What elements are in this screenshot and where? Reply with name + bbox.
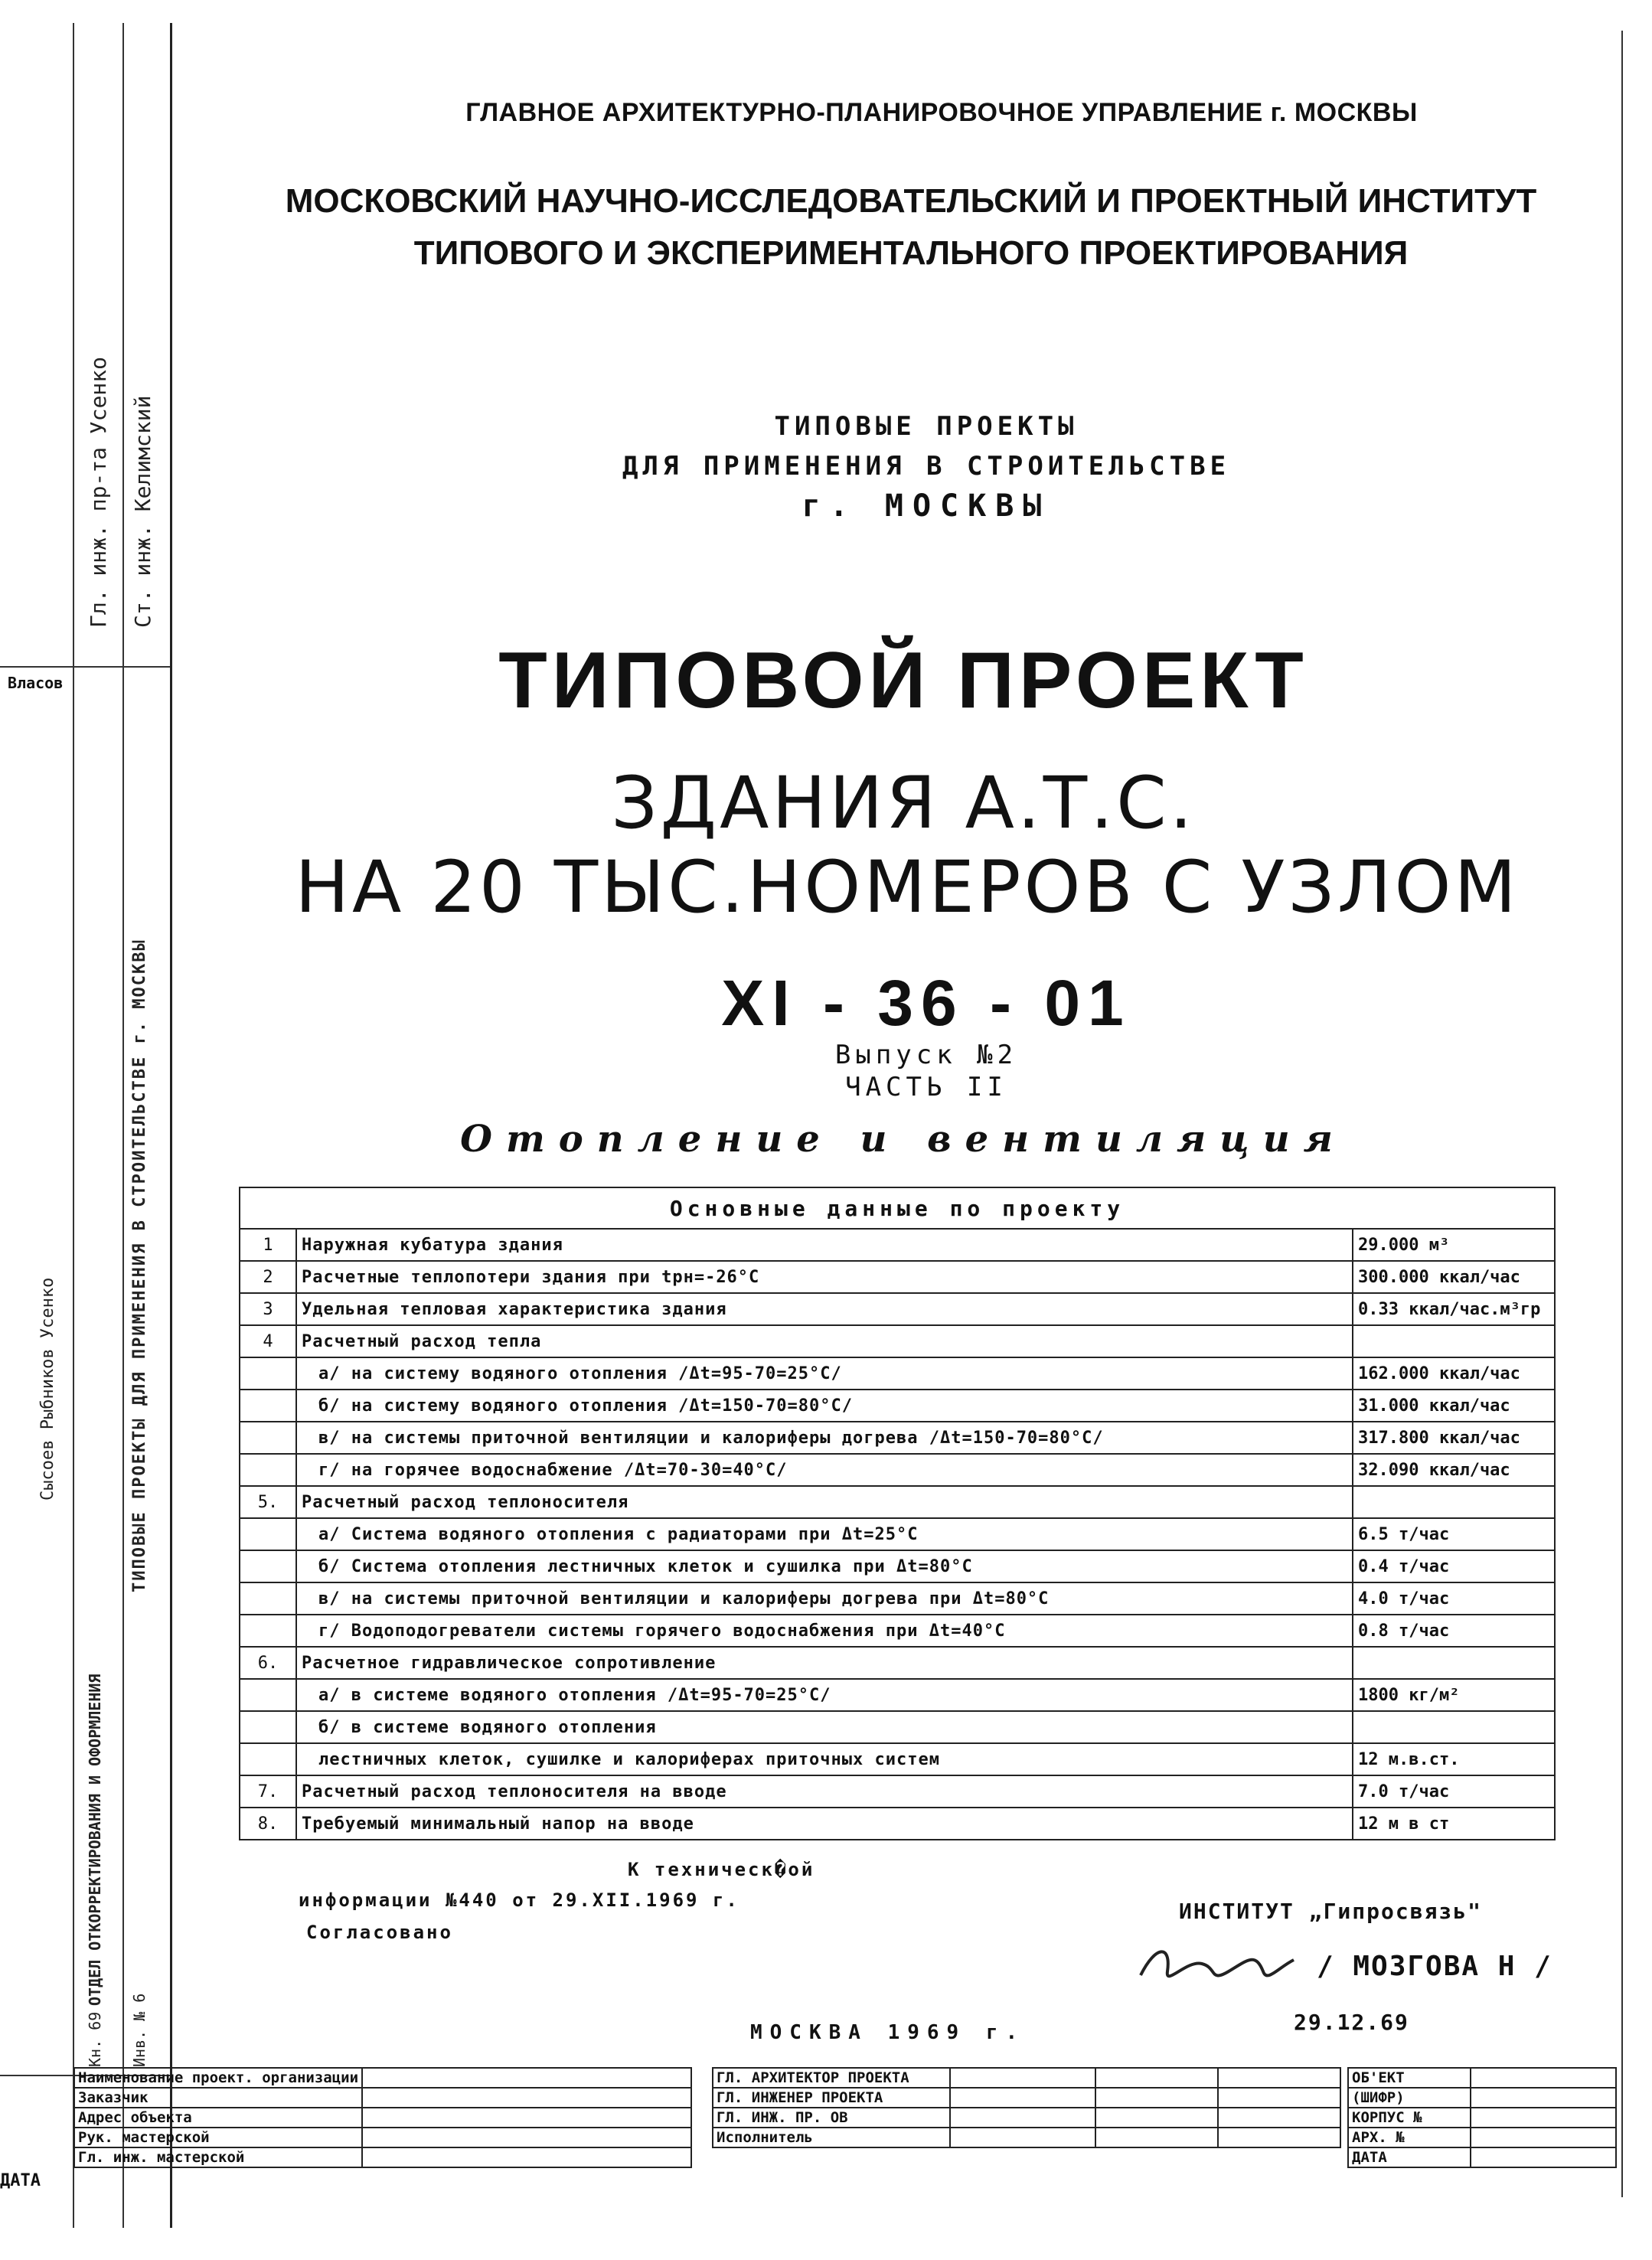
title-block-label: Исполнитель (713, 2128, 950, 2147)
title-block-cell (950, 2108, 1095, 2128)
title-block-right-body (1348, 2068, 1616, 2167)
title-block-label: ДАТА (1348, 2147, 1471, 2167)
signer-name: / МОЗГОВА Н / (1317, 1951, 1552, 1982)
row-label: а/ Система водяного отопления с радиаторами при Δt=25°С (296, 1518, 1353, 1550)
table-row (240, 1293, 1555, 1325)
building-line2: НА 20 ТЫС.НОМЕРОВ С УЗЛОМ (295, 846, 1520, 929)
title-block-row (713, 2108, 1340, 2128)
strip-divider (0, 666, 170, 668)
title-block-mid-body (713, 2068, 1340, 2147)
title-block-label: Гл. инж. мастерской (74, 2147, 362, 2167)
strip-signature-chief: Гл. инж. пр-та Усенко (86, 356, 111, 628)
institute-name: ИНСТИТУТ „Гипросвязь" (1179, 1899, 1483, 1924)
row-value: 29.000 м³ (1353, 1229, 1555, 1261)
institute-heading-line1: МОСКОВСКИЙ НАУЧНО-ИССЛЕДОВАТЕЛЬСКИЙ И ПРОЕКТНЫЙ ИНСТИТУТ (285, 182, 1537, 220)
title-block-label: ГЛ. АРХИТЕКТОР ПРОЕКТА (713, 2068, 950, 2088)
agency-heading: ГЛАВНОЕ АРХИТЕКТУРНО-ПЛАНИРОВОЧНОЕ УПРАВЛЕНИЕ г. МОСКВЫ (465, 98, 1418, 127)
title-block-row (74, 2147, 691, 2167)
table-row (240, 1422, 1555, 1454)
table-row (240, 1582, 1555, 1615)
title-block-row (1348, 2147, 1616, 2167)
row-label: в/ на системы приточной вентиляции и калориферы догрева /Δt=150-70=80°С/ (296, 1422, 1353, 1454)
row-value: 12 м.в.ст. (1353, 1743, 1555, 1775)
row-value: 31.000 ккал/час (1353, 1390, 1555, 1422)
title-block-cell (950, 2068, 1095, 2088)
title-block-cell (362, 2088, 691, 2108)
row-value: 32.090 ккал/час (1353, 1454, 1555, 1486)
signature-date: 29.12.69 (1294, 2010, 1409, 2035)
title-block-cell (1471, 2088, 1616, 2108)
table-header-row (240, 1187, 1555, 1229)
row-number (240, 1711, 296, 1743)
note-line1: К техническ�ой (628, 1859, 815, 1880)
title-block-label: АРХ. № (1348, 2128, 1471, 2147)
row-value: 162.000 ккал/час (1353, 1357, 1555, 1390)
row-number (240, 1582, 296, 1615)
title-block-cell (1095, 2128, 1218, 2147)
title-block-label: (ШИФР) (1348, 2088, 1471, 2108)
row-number (240, 1518, 296, 1550)
title-block-row (1348, 2088, 1616, 2108)
row-label: Удельная тепловая характеристика здания (296, 1293, 1353, 1325)
title-block-cell (1471, 2108, 1616, 2128)
title-block-right (1347, 2067, 1617, 2168)
title-block-cell (1218, 2128, 1340, 2147)
title-block-cell (1218, 2108, 1340, 2128)
title-block-row (713, 2088, 1340, 2108)
title-block-cell (950, 2128, 1095, 2147)
title-block-label: ОБ'ЕКТ (1348, 2068, 1471, 2088)
title-block-label: Рук. мастерской (74, 2128, 362, 2147)
institute-heading-line2: ТИПОВОГО И ЭКСПЕРИМЕНТАЛЬНОГО ПРОЕКТИРОВАНИЯ (413, 234, 1409, 272)
row-label: Наружная кубатура здания (296, 1229, 1353, 1261)
row-number (240, 1390, 296, 1422)
row-label: б/ в системе водяного отопления (296, 1711, 1353, 1743)
table-row (240, 1518, 1555, 1550)
title-block-cell (1095, 2088, 1218, 2108)
building-line1: ЗДАНИЯ А.Т.С. (611, 762, 1196, 845)
row-number (240, 1743, 296, 1775)
row-number: 1 (240, 1229, 296, 1261)
row-label: г/ на горячее водоснабжение /Δt=70-30=40°С/ (296, 1454, 1353, 1486)
title-block-left (73, 2067, 692, 2168)
title-block-label: Адрес объекта (74, 2108, 362, 2128)
title-block-label: Заказчик (74, 2088, 362, 2108)
row-number (240, 1454, 296, 1486)
table-row (240, 1325, 1555, 1357)
row-value: 6.5 т/час (1353, 1518, 1555, 1550)
title-block-label: ГЛ. ИНЖЕНЕР ПРОЕКТА (713, 2088, 950, 2108)
project-data-table-body (240, 1187, 1555, 1840)
row-number: 2 (240, 1261, 296, 1293)
title-block-cell (362, 2108, 691, 2128)
city-year: МОСКВА 1969 г. (750, 2021, 1026, 2044)
note-line2: информации №440 от 29.XII.1969 г. (299, 1889, 739, 1911)
table-row (240, 1711, 1555, 1743)
title-block-row (713, 2068, 1340, 2088)
row-value (1353, 1711, 1555, 1743)
title-block-cell (1471, 2068, 1616, 2088)
row-value: 300.000 ккал/час (1353, 1261, 1555, 1293)
row-number (240, 1422, 296, 1454)
table-row (240, 1229, 1555, 1261)
table-row (240, 1647, 1555, 1679)
row-number: 8. (240, 1808, 296, 1840)
title-block-cell (950, 2088, 1095, 2108)
table-row (240, 1679, 1555, 1711)
title-block-row (1348, 2108, 1616, 2128)
frame-right-border (1621, 31, 1623, 2197)
part-number: ЧАСТЬ II (845, 1072, 1007, 1102)
strip-line (122, 23, 124, 2228)
title-block-row (1348, 2068, 1616, 2088)
row-value: 0.8 т/час (1353, 1615, 1555, 1647)
title-block-cell (362, 2128, 691, 2147)
row-number: 5. (240, 1486, 296, 1518)
title-block-cell (1471, 2147, 1616, 2167)
title-block-row (1348, 2128, 1616, 2147)
row-value: 317.800 ккал/час (1353, 1422, 1555, 1454)
strip-department: ОТДЕЛ ОТКОРРЕКТИРОВАНИЯ И ОФОРМЛЕНИЯ (86, 1674, 104, 2006)
series-line3 (429, 487, 1424, 527)
row-value (1353, 1325, 1555, 1357)
title-block-label: ГЛ. ИНЖ. ПР. ОВ (713, 2108, 950, 2128)
row-label: б/ Система отопления лестничных клеток и сушилка при Δt=80°С (296, 1550, 1353, 1582)
issue-number: Выпуск №2 (834, 1040, 1018, 1070)
title-block-row (74, 2128, 691, 2147)
strip-names: Сысоев Рыбников Усенко (38, 1277, 57, 1501)
row-value: 0.33 ккал/час.м³гр (1353, 1293, 1555, 1325)
series-line2: ДЛЯ ПРИМЕНЕНИЯ В СТРОИТЕЛЬСТВЕ (622, 451, 1231, 482)
title-block-cell (1095, 2068, 1218, 2088)
row-label: лестничных клеток, сушилке и калориферах приточных систем (296, 1743, 1353, 1775)
row-value: 12 м в ст (1353, 1808, 1555, 1840)
project-code: XI - 36 - 01 (721, 967, 1131, 1039)
title-block-mid (712, 2067, 1341, 2148)
title-block-label: Наименование проект. организации (74, 2068, 362, 2088)
title-block-left-body (74, 2068, 691, 2167)
row-value: 4.0 т/час (1353, 1582, 1555, 1615)
strip-signature-senior: Ст. инж. Келимский (130, 395, 155, 628)
title-block-cell (1218, 2088, 1340, 2108)
title-block-row (74, 2088, 691, 2108)
row-label: б/ на систему водяного отопления /Δt=150-70=80°С/ (296, 1390, 1353, 1422)
title-block-row (713, 2128, 1340, 2147)
row-number (240, 1357, 296, 1390)
row-value (1353, 1647, 1555, 1679)
title-block-row (74, 2108, 691, 2128)
strip-series-text: ТИПОВЫЕ ПРОЕКТЫ ДЛЯ ПРИМЕНЕНИЯ В СТРОИТЕЛЬСТВЕ г. МОСКВЫ (130, 939, 149, 1592)
row-number: 6. (240, 1647, 296, 1679)
signature-image (1133, 1929, 1301, 1998)
table-row (240, 1390, 1555, 1422)
row-value: 7.0 т/час (1353, 1775, 1555, 1808)
row-number: 7. (240, 1775, 296, 1808)
row-label: Требуемый минимальный напор на вводе (296, 1808, 1353, 1840)
strip-line (73, 23, 74, 2228)
title-block-cell (1471, 2128, 1616, 2147)
row-value (1353, 1486, 1555, 1518)
table-row (240, 1775, 1555, 1808)
row-value: 1800 кг/м² (1353, 1679, 1555, 1711)
row-number (240, 1679, 296, 1711)
row-label: Расчетное гидравлическое сопротивление (296, 1647, 1353, 1679)
title-block-cell (362, 2068, 691, 2088)
document-title: ТИПОВОЙ ПРОЕКТ (498, 636, 1308, 725)
row-label: Расчетный расход тепла (296, 1325, 1353, 1357)
note-approved: Согласовано (306, 1922, 453, 1943)
table-row (240, 1357, 1555, 1390)
row-label: Расчетные теплопотери здания при tрн=-26°С (296, 1261, 1353, 1293)
table-row (240, 1550, 1555, 1582)
row-number (240, 1615, 296, 1647)
project-data-table (239, 1187, 1556, 1840)
strip-inventory: Инв. № 6 (130, 1993, 149, 2067)
title-block-row (74, 2068, 691, 2088)
table-row (240, 1454, 1555, 1486)
title-block-cell (362, 2147, 691, 2167)
row-label: а/ на систему водяного отопления /Δt=95-70=25°С/ (296, 1357, 1353, 1390)
strip-name-vlasov: Власов (8, 674, 64, 692)
row-number (240, 1550, 296, 1582)
series-city: г. МОСКВЫ (802, 488, 1051, 524)
row-label: г/ Водоподогреватели системы горячего водоснабжения при Δt=40°С (296, 1615, 1353, 1647)
title-block-cell (1218, 2068, 1340, 2088)
table-row (240, 1615, 1555, 1647)
table-row (240, 1808, 1555, 1840)
table-row (240, 1261, 1555, 1293)
row-label: Расчетный расход теплоносителя на вводе (296, 1775, 1353, 1808)
row-value: 0.4 т/час (1353, 1550, 1555, 1582)
frame-left-border (170, 23, 172, 2228)
table-heading: Основные данные по проекту (240, 1187, 1555, 1229)
title-block-cell (1095, 2108, 1218, 2128)
table-row (240, 1743, 1555, 1775)
row-number: 3 (240, 1293, 296, 1325)
series-line1: ТИПОВЫЕ ПРОЕКТЫ (774, 411, 1079, 442)
row-label: а/ в системе водяного отопления /Δt=95-70=25°С/ (296, 1679, 1353, 1711)
row-number: 4 (240, 1325, 296, 1357)
title-block-label: КОРПУС № (1348, 2108, 1471, 2128)
row-label: в/ на системы приточной вентиляции и калориферы догрева при Δt=80°С (296, 1582, 1353, 1615)
strip-book: Кн. 69 (86, 2011, 104, 2067)
strip-date-label: ДАТА (0, 2171, 41, 2190)
section-title: Отопление и вентиляция (460, 1118, 1347, 1161)
row-label: Расчетный расход теплоносителя (296, 1486, 1353, 1518)
table-row (240, 1486, 1555, 1518)
